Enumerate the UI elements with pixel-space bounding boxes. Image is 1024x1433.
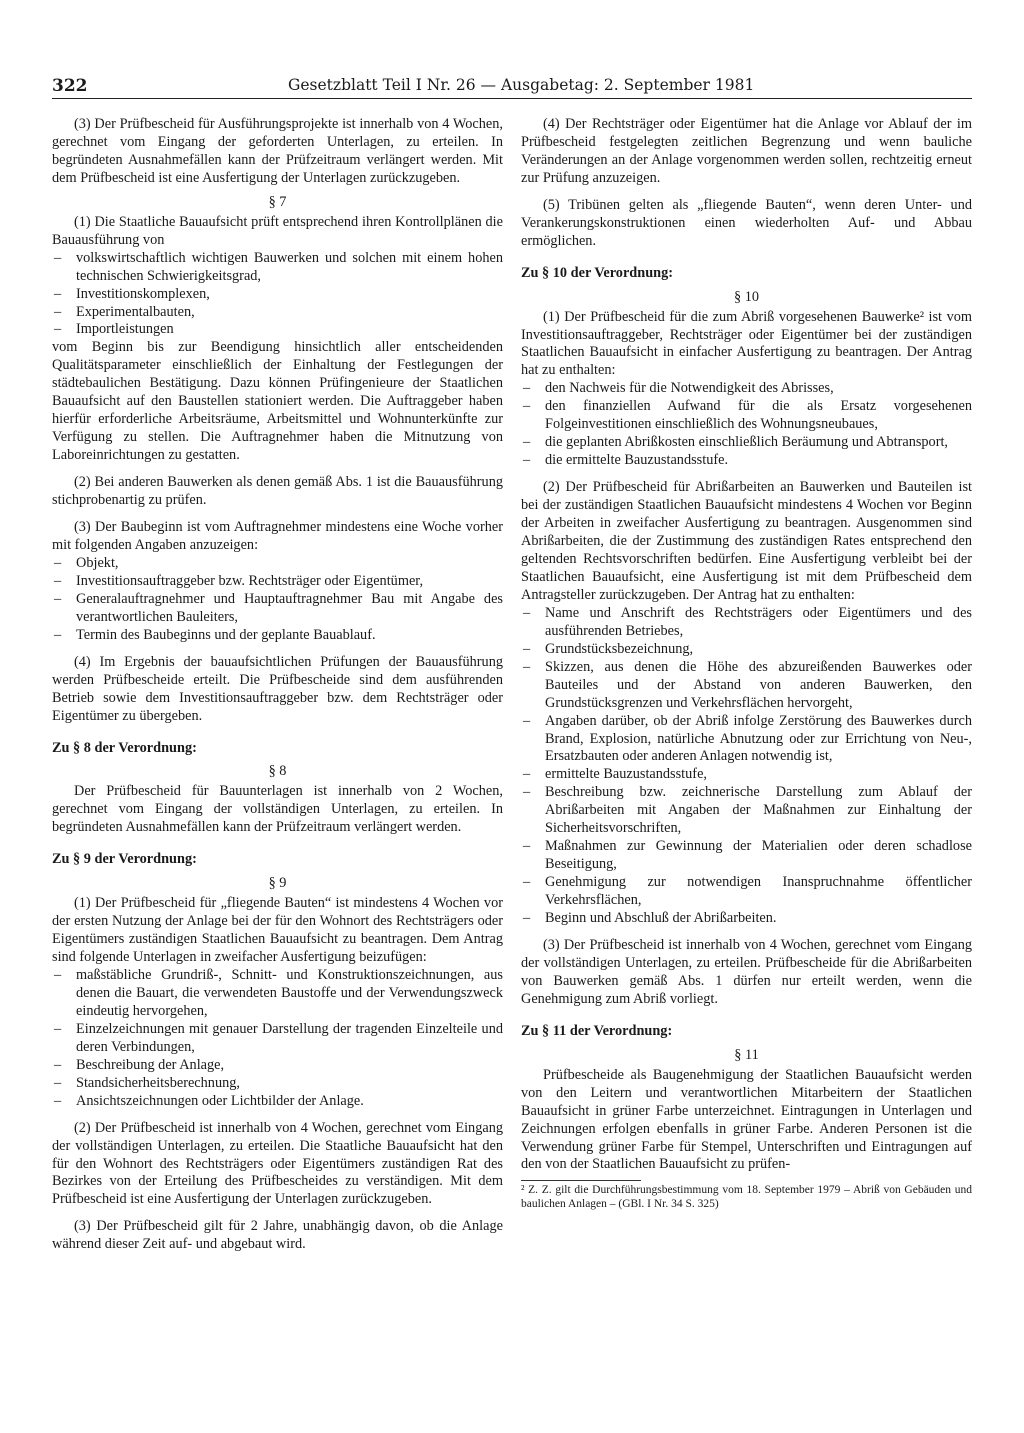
list-item: – Investitionsauftraggeber bzw. Rechtsträger oder Eigentümer,: [52, 573, 503, 591]
paragraph: (2) Der Prüfbescheid für Abrißarbeiten an Bauwerken und Bauteilen ist bei der zuständigen Staatlichen Bauaufsicht mindestens 4 Wochen vor Beginn der Arbeiten in zweifacher Ausfertigung zu beantragen. Ausgenommen sind Abrißarbeiten, die der Zustimmung des zuständigen Rates entsprechend den geltenden Rechtsvorschriften bedürfen. Eine Ausfertigung verbleibt bei der Staatlichen Bauaufsicht, eine Ausfertigung ist mit dem Prüfbescheid dem Antragsteller zurückzugeben. Der Antrag hat zu enthalten:: [521, 479, 972, 603]
list: [52, 555, 503, 645]
footnote-rule: [521, 1180, 641, 1181]
list-item: – die geplanten Abrißkosten einschließlich Beräumung und Abtransport,: [521, 434, 972, 452]
list-item: – Ansichtszeichnungen oder Lichtbilder der Anlage.: [52, 1093, 503, 1111]
paragraph: vom Beginn bis zur Beendigung hinsichtlich aller entscheidenden Qualitätsparameter einschließlich der Einhaltung der Festlegungen der städtebaulichen Bestätigung. Dazu können Prüfingenieure der Staatlichen Bauaufsicht auf den Baustellen stationiert werden. Die Auftraggeber haben hierfür erforderliche Arbeitsräume, Arbeitsmittel und Wohnunterkünfte zur Verfügung zu stellen. Die Auftragnehmer haben die Mitnutzung von Laboreinrichtungen zu gestatten.: [52, 339, 503, 464]
subheading: Zu § 8 der Verordnung:: [52, 739, 197, 756]
paragraph: (3) Der Prüfbescheid ist innerhalb von 4 Wochen, gerechnet vom Eingang der vollständigen Unterlagen, zu erteilen. Prüfbescheide für die Abrißarbeiten von Bauwerken gemäß Abs. 1 dürfen nur erteilt werden, wenn die Genehmigung zum Abriß vorliegt.: [521, 936, 972, 1007]
list-item: – volkswirtschaftlich wichtigen Bauwerken und solchen mit einem hohen technischen Schwierigkeitsgrad,: [52, 250, 503, 286]
list-item: – maßstäbliche Grundriß-, Schnitt- und Konstruktionszeichnungen, aus denen die Bauart, die verwendeten Baustoffe und der Verwendungszweck eindeutig hervorgehen,: [52, 967, 503, 1021]
section-heading: § 8: [268, 763, 287, 780]
subheading: Zu § 10 der Verordnung:: [521, 264, 674, 281]
section-heading: § 9: [268, 875, 287, 892]
section-heading: § 10: [733, 288, 760, 305]
paragraph: (5) Tribünen gelten als „fliegende Bauten“, wenn deren Unter- und Verankerungskonstruktionen einen wiederholten Auf- und Abbau ermöglichen.: [521, 196, 972, 249]
list: [52, 967, 503, 1111]
section-heading: § 7: [268, 193, 287, 210]
list-item: – den Nachweis für die Notwendigkeit des Abrisses,: [521, 380, 972, 398]
list-item: – Maßnahmen zur Gewinnung der Materialien oder deren schadlose Beseitigung,: [521, 838, 972, 874]
running-title: Gesetzblatt Teil I Nr. 26 — Ausgabetag: 2. September 1981: [288, 76, 755, 94]
list-item: – Termin des Baubeginns und der geplante Bauablauf.: [52, 627, 503, 645]
right-column: [521, 116, 972, 1211]
section-heading: § 11: [734, 1046, 759, 1063]
paragraph: (1) Der Prüfbescheid für die zum Abriß vorgesehenen Bauwerke² ist vom Investitionsauftraggeber, Rechtsträger oder Eigentümer bei der zuständigen Staatlichen Bauaufsicht in einfacher Ausfertigung zu beantragen. Der Antrag hat zu enthalten:: [521, 308, 972, 379]
list-item: – ermittelte Bauzustandsstufe,: [521, 766, 972, 784]
paragraph: (3) Der Prüfbescheid für Ausführungsprojekte ist innerhalb von 4 Wochen, gerechnet vom Eingang der geforderten Unterlagen, zu erteilen. In begründeten Ausnahmefällen kann der Prüfzeitraum verlängert werden. Mit dem Prüfbescheid ist eine Ausfertigung der Unterlagen zurückzugeben.: [52, 116, 503, 186]
list-item: – Genehmigung zur notwendigen Inanspruchnahme öffentlicher Verkehrsflächen,: [521, 874, 972, 910]
footnote: ² Z. Z. gilt die Durchführungsbestimmung vom 18. September 1979 – Abriß von Gebäuden und baulichen Anlagen – (GBl. I Nr. 34 S. 325): [521, 1184, 972, 1210]
list-item: – den finanziellen Aufwand für die als Ersatz vorgesehenen Folgeinvestitionen einschließlich des Wohnungsneubaues,: [521, 398, 972, 434]
list: [52, 250, 503, 340]
list-item: – Standsicherheitsberechnung,: [52, 1075, 503, 1093]
list-item: – Investitionskomplexen,: [52, 286, 503, 304]
list-item: – Angaben darüber, ob der Abriß infolge Zerstörung des Bauwerkes durch Brand, Explosion, natürliche Abnutzung oder zur Errichtung von Neu-, Ersatzbauten oder anderen Anlagen notwendig ist,: [521, 713, 972, 767]
paragraph: Prüfbescheide als Baugenehmigung der Staatlichen Bauaufsicht werden von den Leitern und verantwortlichen Mitarbeitern der Staatlichen Bauaufsicht in grüner Farbe unterzeichnet. Eintragungen in Unterlagen und Zeichnungen erfolgen ebenfalls in grüner Farbe. Anderen Personen ist die Verwendung grüner Farbe für Stempel, Unterschriften und Eintragungen auf den von der Staatlichen Bauaufsicht zu prüfen-: [521, 1066, 972, 1173]
paragraph: (4) Im Ergebnis der bauaufsichtlichen Prüfungen der Bauausführung werden Prüfbescheide erteilt. Die Prüfbescheide sind dem ausführenden Betrieb sowie dem Investitionsauftraggeber bzw. dem Rechtsträger oder Eigentümer zu übergeben.: [52, 653, 503, 724]
paragraph: (1) Der Prüfbescheid für „fliegende Bauten“ ist mindestens 4 Wochen vor der ersten Nutzung der Anlage bei der für den Wohnort des Rechtsträgers oder Eigentümers zuständigen Staatlichen Bauaufsicht zu beantragen. Dem Antrag sind folgende Unterlagen in zweifacher Ausfertigung beizufügen:: [52, 895, 503, 966]
paragraph: (4) Der Rechtsträger oder Eigentümer hat die Anlage vor Ablauf der im Prüfbescheid festgelegten zeitlichen Begrenzung und wenn bauliche Veränderungen an der Anlage vorgenommen werden sollen, rechtzeitig erneut zur Prüfung anzuzeigen.: [521, 116, 972, 186]
list: [521, 605, 972, 928]
list-item: – Skizzen, aus denen die Höhe des abzureißenden Bauwerkes oder Bauteiles und der Abstand von anderen Bauwerken, den Grundstücksgrenzen und Verkehrsflächen hervorgeht,: [521, 659, 972, 713]
page-header: [52, 76, 972, 99]
paragraph: (2) Bei anderen Bauwerken als denen gemäß Abs. 1 ist die Bauausführung stichprobenartig zu prüfen.: [52, 474, 503, 509]
list-item: – Beginn und Abschluß der Abrißarbeiten.: [521, 910, 972, 928]
page-number: 322: [52, 76, 88, 96]
list: [521, 380, 972, 470]
list-item: – Objekt,: [52, 555, 503, 573]
paragraph: (3) Der Prüfbescheid gilt für 2 Jahre, unabhängig davon, ob die Anlage während dieser Zeit auf- und abgebaut wird.: [52, 1218, 503, 1253]
list-item: – Einzelzeichnungen mit genauer Darstellung der tragenden Einzelteile und deren Verbindungen,: [52, 1021, 503, 1057]
paragraph: Der Prüfbescheid für Bauunterlagen ist innerhalb von 2 Wochen, gerechnet vom Eingang der vollständigen Unterlagen, zu erteilen. In begründeten Ausnahmefällen kann der Prüfzeitraum verlängert werden.: [52, 783, 503, 836]
list-item: – Experimentalbauten,: [52, 304, 503, 322]
paragraph: (2) Der Prüfbescheid ist innerhalb von 4 Wochen, gerechnet vom Eingang der vollständigen Unterlagen, zu erteilen. Die Staatliche Bauaufsicht hat den für den Wohnort des Rechtsträgers oder Eigentümers zuständigen Rat des Bezirkes von der Erteilung des Prüfbescheides zu verständigen. Mit dem Prüfbescheid ist eine Ausfertigung der Unterlagen zurückzugeben.: [52, 1119, 503, 1208]
paragraph: (1) Die Staatliche Bauaufsicht prüft entsprechend ihren Kontrollplänen die Bauausführung von: [52, 213, 503, 248]
list-item: – Generalauftragnehmer und Hauptauftragnehmer Bau mit Angabe des verantwortlichen Bauleiters,: [52, 591, 503, 627]
list-item: – Importleistungen: [52, 321, 503, 339]
list-item: – Name und Anschrift des Rechtsträgers oder Eigentümers und des ausführenden Betriebes,: [521, 605, 972, 641]
list-item: – die ermittelte Bauzustandsstufe.: [521, 452, 972, 470]
list-item: – Grundstücksbezeichnung,: [521, 641, 972, 659]
subheading: Zu § 9 der Verordnung:: [52, 851, 197, 868]
paragraph: (3) Der Baubeginn ist vom Auftragnehmer mindestens eine Woche vorher mit folgenden Angaben anzuzeigen:: [52, 519, 503, 553]
list-item: – Beschreibung der Anlage,: [52, 1057, 503, 1075]
left-column: [52, 116, 503, 1254]
list-item: – Beschreibung bzw. zeichnerische Darstellung zum Ablauf der Abrißarbeiten mit Angaben der Maßnahmen zur Einhaltung der Sicherheitsvorschriften,: [521, 784, 972, 838]
subheading: Zu § 11 der Verordnung:: [521, 1022, 673, 1039]
